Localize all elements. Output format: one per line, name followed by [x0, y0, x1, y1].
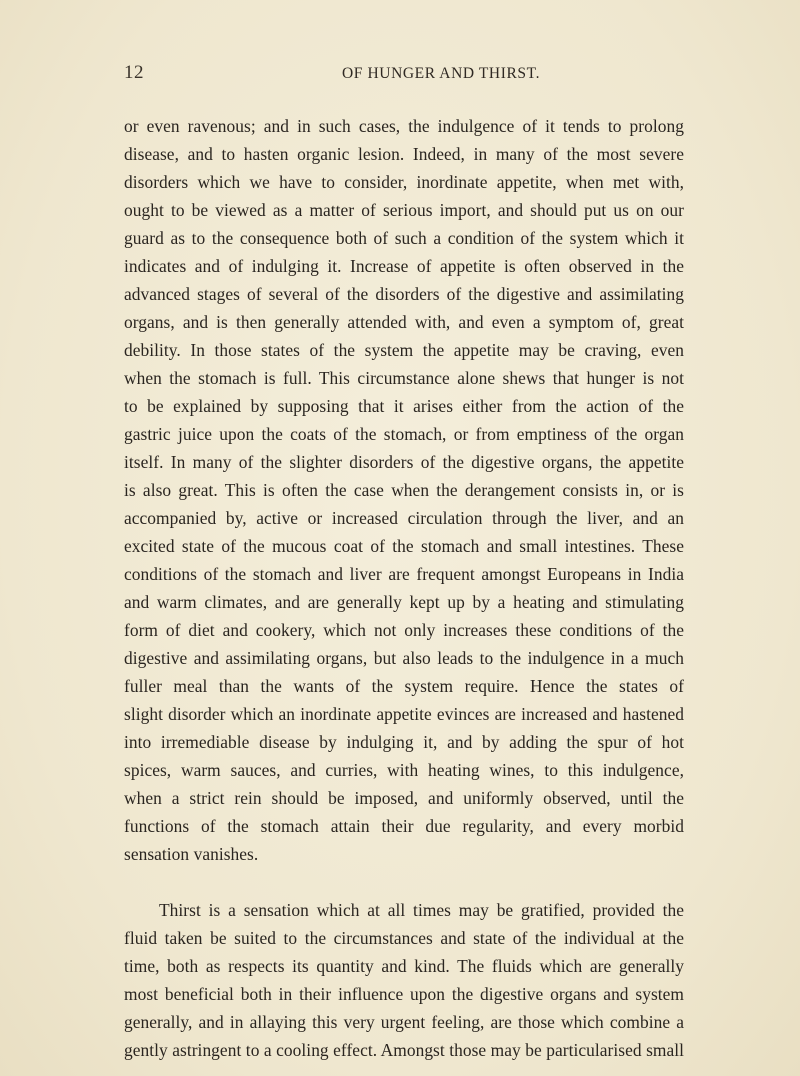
running-title: OF HUNGER AND THIRST. — [342, 65, 541, 82]
text-line: accompanied by, active or increased circulation through the liver, and an — [124, 508, 684, 528]
text-line: or even ravenous; and in such cases, the indulgence of it tends to prolong — [124, 116, 684, 136]
text-line: sensation vanishes. — [124, 844, 259, 864]
text-line: fluid taken be suited to the circumstances and state of the individual at the — [124, 928, 684, 948]
text-line: functions of the stomach attain their due regularity, and every morbid — [124, 816, 684, 836]
text-line: generally, and in allaying this very urgent feeling, are those which combine a — [124, 1012, 684, 1032]
text-line: disease, and to hasten organic lesion. Indeed, in many of the most severe — [124, 144, 684, 164]
text-line: to be explained by supposing that it arises either from the action of the — [124, 396, 684, 416]
text-line: and warm climates, and are generally kept up by a heating and stimulating — [124, 592, 684, 612]
text-line: form of diet and cookery, which not only increases these conditions of the — [124, 620, 684, 640]
text-line: when a strict rein should be imposed, and uniformly observed, until the — [124, 788, 684, 808]
text-line: gently astringent to a cooling effect. Amongst those may be particularised small — [124, 1040, 684, 1060]
paragraph-1 — [124, 112, 684, 868]
text-line: organs, and is then generally attended with, and even a symptom of, great — [124, 312, 684, 332]
text-line: guard as to the consequence both of such a condition of the system which it — [124, 228, 684, 248]
text-line: indicates and of indulging it. Increase of appetite is often observed in the — [124, 256, 684, 276]
running-head — [124, 62, 684, 86]
text-line: conditions of the stomach and liver are frequent amongst Europeans in India — [124, 564, 684, 584]
text-line: Thirst is a sensation which at all times may be gratified, provided the — [159, 900, 684, 920]
paragraph-spacer — [124, 868, 684, 896]
text-line: ought to be viewed as a matter of serious import, and should put us on our — [124, 200, 684, 220]
text-line: fuller meal than the wants of the system require. Hence the states of — [124, 676, 684, 696]
text-line: disorders which we have to consider, inordinate appetite, when met with, — [124, 172, 684, 192]
text-line: itself. In many of the slighter disorders of the digestive organs, the appetite — [124, 452, 684, 472]
text-line: is also great. This is often the case when the derangement consists in, or is — [124, 480, 684, 500]
text-line: gastric juice upon the coats of the stomach, or from emptiness of the organ — [124, 424, 684, 444]
paragraph-2 — [124, 896, 684, 1064]
text-line: when the stomach is full. This circumstance alone shews that hunger is not — [124, 368, 684, 388]
text-line: advanced stages of several of the disorders of the digestive and assimilating — [124, 284, 684, 304]
text-line: most beneficial both in their influence upon the digestive organs and system — [124, 984, 684, 1004]
text-line: slight disorder which an inordinate appetite evinces are increased and hastened — [124, 704, 684, 724]
text-line: time, both as respects its quantity and kind. The fluids which are generally — [124, 956, 684, 976]
text-line: debility. In those states of the system the appetite may be craving, even — [124, 340, 684, 360]
text-line: excited state of the mucous coat of the stomach and small intestines. These — [124, 536, 684, 556]
page-number: 12 — [124, 62, 144, 83]
text-line: digestive and assimilating organs, but also leads to the indulgence in a much — [124, 648, 684, 668]
text-line: spices, warm sauces, and curries, with heating wines, to this indulgence, — [124, 760, 684, 780]
text-line: into irremediable disease by indulging it, and by adding the spur of hot — [124, 732, 684, 752]
body-text — [124, 112, 684, 1064]
